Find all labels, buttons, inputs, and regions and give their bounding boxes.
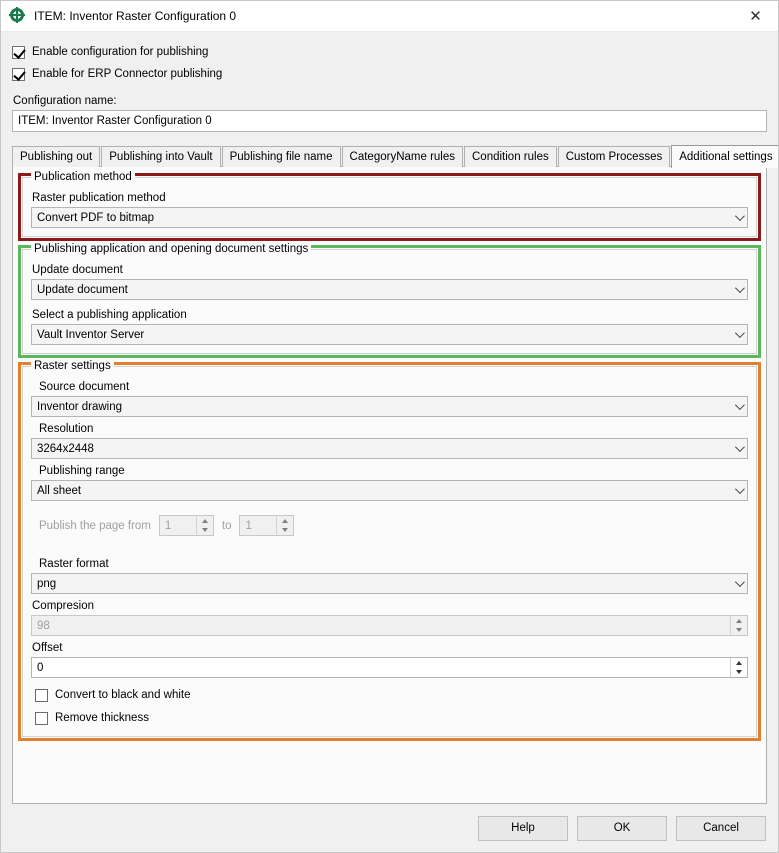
compression-spinner[interactable] — [31, 615, 748, 636]
raster-publication-method-value: Convert PDF to bitmap — [37, 211, 154, 224]
page-to-spinner-buttons[interactable] — [276, 516, 293, 535]
compression-spinner-buttons[interactable] — [730, 616, 747, 635]
convert-black-white-checkbox[interactable] — [35, 689, 48, 702]
select-publishing-application-label: Select a publishing application — [32, 309, 187, 321]
enable-erp-label: Enable for ERP Connector publishing — [32, 68, 223, 80]
update-document-label: Update document — [32, 264, 123, 276]
tab-categoryname-rules[interactable]: CategoryName rules — [342, 146, 463, 167]
window-title: ITEM: Inventor Raster Configuration 0 — [34, 9, 237, 23]
spinner-up-icon[interactable] — [731, 658, 747, 668]
tab-publishing-file-name[interactable]: Publishing file name — [222, 146, 341, 167]
offset-spinner-buttons[interactable] — [730, 658, 747, 677]
publishing-range-combo[interactable] — [31, 480, 748, 501]
select-publishing-application-combo[interactable] — [31, 324, 748, 345]
convert-black-white-row[interactable] — [35, 685, 748, 705]
spinner-down-icon[interactable] — [731, 626, 747, 636]
chevron-down-icon[interactable] — [730, 325, 747, 344]
publishing-application-group-title: Publishing application and opening document settings — [31, 243, 311, 255]
spinner-down-icon[interactable] — [731, 668, 747, 678]
chevron-down-icon[interactable] — [730, 481, 747, 500]
publishing-range-label: Publishing range — [39, 465, 125, 477]
remove-thickness-row[interactable] — [35, 708, 748, 728]
publishing-range-value: All sheet — [37, 484, 82, 497]
update-document-combo[interactable] — [31, 279, 748, 300]
configuration-name-label: Configuration name: — [13, 95, 117, 107]
raster-settings-highlight — [18, 362, 761, 741]
raster-format-combo[interactable] — [31, 573, 748, 594]
resolution-combo[interactable] — [31, 438, 748, 459]
dialog-footer — [1, 804, 778, 852]
page-to-label: to — [221, 519, 232, 532]
enable-erp-checkbox[interactable] — [12, 68, 25, 81]
raster-settings-group-title: Raster settings — [31, 360, 114, 372]
publication-method-highlight — [18, 173, 761, 241]
tab-publishing-into-vault[interactable]: Publishing into Vault — [101, 146, 220, 167]
raster-format-value: png — [37, 577, 57, 590]
raster-format-label: Raster format — [39, 558, 109, 570]
publication-method-group-title: Publication method — [31, 171, 135, 183]
tab-additional-settings[interactable]: Additional settings — [671, 145, 778, 168]
source-document-value: Inventor drawing — [37, 400, 123, 413]
publication-method-group — [22, 171, 757, 237]
enable-configuration-checkbox-row[interactable] — [12, 42, 767, 62]
source-document-combo[interactable] — [31, 396, 748, 417]
help-button[interactable]: Help — [478, 816, 568, 841]
raster-publication-method-label: Raster publication method — [32, 192, 166, 204]
spinner-down-icon[interactable] — [197, 526, 213, 536]
ok-button[interactable]: OK — [577, 816, 667, 841]
close-icon[interactable]: ✕ — [749, 8, 762, 25]
publishing-application-highlight — [18, 245, 761, 358]
additional-settings-panel — [12, 166, 767, 804]
tab-condition-rules[interactable]: Condition rules — [464, 146, 557, 167]
page-from-spinner[interactable] — [159, 515, 214, 536]
tab-custom-processes[interactable]: Custom Processes — [558, 146, 671, 167]
spinner-up-icon[interactable] — [197, 516, 213, 526]
enable-configuration-label: Enable configuration for publishing — [32, 46, 209, 58]
enable-configuration-checkbox[interactable] — [12, 46, 25, 59]
chevron-down-icon[interactable] — [730, 208, 747, 227]
publish-page-from-label: Publish the page from — [39, 519, 151, 532]
raster-publication-method-combo[interactable] — [31, 207, 748, 228]
remove-thickness-label: Remove thickness — [55, 712, 149, 724]
chevron-down-icon[interactable] — [730, 439, 747, 458]
configuration-name-input[interactable]: ITEM: Inventor Raster Configuration 0 — [12, 110, 767, 132]
chevron-down-icon[interactable] — [730, 397, 747, 416]
source-document-label: Source document — [39, 381, 130, 393]
remove-thickness-checkbox[interactable] — [35, 712, 48, 725]
tab-strip — [12, 145, 773, 167]
cancel-button[interactable]: Cancel — [676, 816, 766, 841]
offset-label: Offset — [32, 642, 63, 654]
gear-icon — [10, 8, 26, 24]
dialog-body — [1, 32, 778, 804]
spinner-up-icon[interactable] — [277, 516, 293, 526]
title-bar — [1, 1, 778, 32]
convert-black-white-label: Convert to black and white — [55, 689, 191, 701]
publishing-application-group — [22, 243, 757, 354]
tab-publishing-out[interactable]: Publishing out — [12, 146, 100, 167]
offset-value: 0 — [37, 661, 44, 674]
compression-label: Compresion — [32, 600, 94, 612]
update-document-value: Update document — [37, 283, 128, 296]
page-to-value: 1 — [245, 519, 252, 532]
enable-erp-checkbox-row[interactable] — [12, 64, 767, 84]
resolution-value: 3264x2448 — [37, 442, 94, 455]
page-range-row — [39, 515, 748, 536]
chevron-down-icon[interactable] — [730, 574, 747, 593]
chevron-down-icon[interactable] — [730, 280, 747, 299]
raster-settings-group — [22, 360, 757, 737]
select-publishing-application-value: Vault Inventor Server — [37, 328, 145, 341]
page-from-spinner-buttons[interactable] — [196, 516, 213, 535]
spinner-down-icon[interactable] — [277, 526, 293, 536]
page-to-spinner[interactable] — [239, 515, 294, 536]
offset-spinner[interactable] — [31, 657, 748, 678]
resolution-label: Resolution — [39, 423, 94, 435]
page-from-value: 1 — [164, 519, 172, 532]
compression-value: 98 — [37, 619, 50, 632]
spinner-up-icon[interactable] — [731, 616, 747, 626]
